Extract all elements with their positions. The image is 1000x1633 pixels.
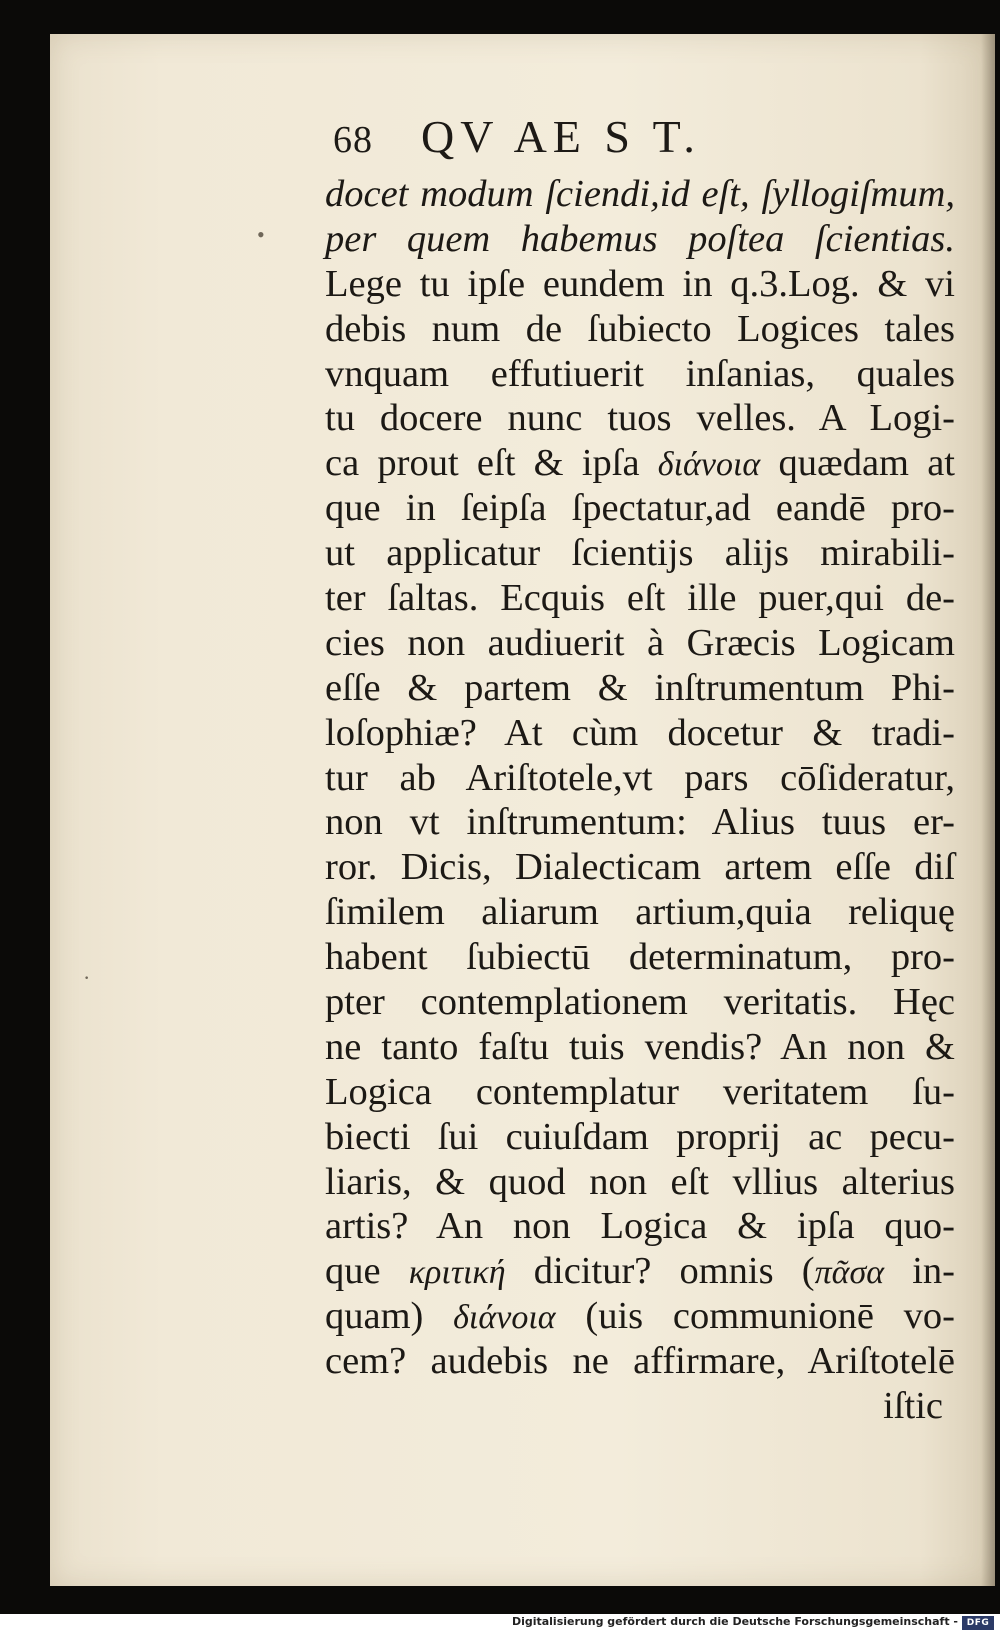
line-text: que — [325, 1250, 409, 1293]
line-text: cies non audiuerit à Græcis Logicam — [325, 621, 955, 664]
text-line — [325, 172, 955, 217]
text-line — [325, 845, 955, 890]
body-text — [325, 172, 955, 1429]
dfg-logo: DFG — [962, 1616, 994, 1630]
line-text: pter contemplationem veritatis. Hęc — [325, 981, 955, 1024]
line-text: debis num de ſubiecto Logices tales — [325, 307, 955, 350]
line-text: habent ſubiectū determinatum, pro- — [325, 936, 955, 979]
line-text: tu docere nunc tuos velles. A Logi- — [325, 397, 955, 440]
text-line — [325, 1160, 955, 1205]
text-line — [325, 1070, 955, 1115]
margin-smudge: • — [257, 222, 265, 247]
line-text: liaris, & quod non eſt vllius alterius — [325, 1160, 955, 1203]
text-line — [325, 486, 955, 531]
line-text: loſophiæ? At cùm docetur & tradi- — [325, 711, 955, 754]
line-text: quam) — [325, 1295, 454, 1338]
page-gutter-shadow — [981, 34, 995, 1586]
folio-number: 68 — [333, 119, 373, 161]
text-line — [325, 1115, 955, 1160]
line-text: non vt inſtrumentum: Alius tuus er- — [325, 801, 955, 844]
line-text: biecti ſui cuiuſdam proprij ac pecu- — [325, 1115, 955, 1158]
line-text: quædam at — [760, 442, 956, 485]
line-text: ſimilem aliarum artium,quia reliquę — [325, 891, 955, 934]
text-line — [325, 980, 955, 1025]
greek-word: διάνοια — [453, 1299, 556, 1337]
line-text: ca prout eſt & ipſa — [325, 442, 658, 485]
text-line — [325, 217, 955, 262]
line-text: ror. Dicis, Dialecticam artem eſſe diſ — [325, 846, 955, 889]
line-text: eſſe & partem & inſtrumentum Phi- — [325, 666, 955, 709]
greek-word: διάνοια — [657, 446, 761, 484]
text-line — [325, 396, 955, 441]
text-line — [325, 1249, 955, 1294]
text-line — [325, 1025, 955, 1070]
line-text: iſtic — [883, 1385, 943, 1428]
text-line — [325, 1294, 955, 1339]
margin-smudge: · — [83, 965, 91, 990]
text-line — [325, 1384, 955, 1429]
line-text: dicitur? omnis ( — [505, 1250, 815, 1293]
line-text: ne tanto faſtu tuis vendis? An non & — [325, 1025, 955, 1068]
digitization-footer — [0, 1614, 1000, 1633]
text-line — [325, 621, 955, 666]
line-text: Logica contemplatur veritatem ſu- — [325, 1070, 955, 1113]
text-line — [325, 890, 955, 935]
text-line — [325, 666, 955, 711]
line-text: (uis communionē vo- — [555, 1295, 955, 1338]
text-line — [325, 352, 955, 397]
line-text: artis? An non Logica & ipſa quo- — [325, 1205, 955, 1248]
page-header — [333, 110, 793, 170]
text-line — [325, 307, 955, 352]
line-text: cem? audebis ne affirmare, Ariſtotelē — [325, 1340, 955, 1383]
text-line — [325, 1339, 955, 1384]
text-line — [325, 1204, 955, 1249]
text-line — [325, 756, 955, 801]
text-line — [325, 531, 955, 576]
text-line — [325, 262, 955, 307]
line-text: per quem habemus poſtea ſcientias. — [325, 217, 955, 260]
greek-word: κριτική — [408, 1254, 506, 1292]
footer-credit: Digitalisierung gefördert durch die Deutsche Forschungsgemeinschaft - — [511, 1615, 958, 1628]
greek-word: πᾶσα — [814, 1254, 885, 1292]
text-line — [325, 441, 955, 486]
text-line — [325, 576, 955, 621]
line-text: docet modum ſciendi,id eſt, ſyllogiſmum, — [325, 173, 955, 215]
line-text: que in ſeipſa ſpectatur,ad eandē pro- — [325, 487, 955, 530]
line-text: Lege tu ipſe eundem in q.3.Log. & vi — [325, 262, 955, 305]
line-text: tur ab Ariſtotele,vt pars cōſideratur, — [325, 756, 955, 799]
text-line — [325, 711, 955, 756]
running-title: QV AE S T. — [421, 111, 701, 162]
line-text: ut applicatur ſcientijs alijs mirabili- — [325, 532, 955, 575]
line-text: in- — [884, 1250, 955, 1293]
text-line — [325, 800, 955, 845]
text-line — [325, 935, 955, 980]
line-text: ter ſaltas. Ecquis eſt ille puer,qui de- — [325, 577, 955, 620]
line-text: vnquam effutiuerit inſanias, quales — [325, 352, 955, 395]
